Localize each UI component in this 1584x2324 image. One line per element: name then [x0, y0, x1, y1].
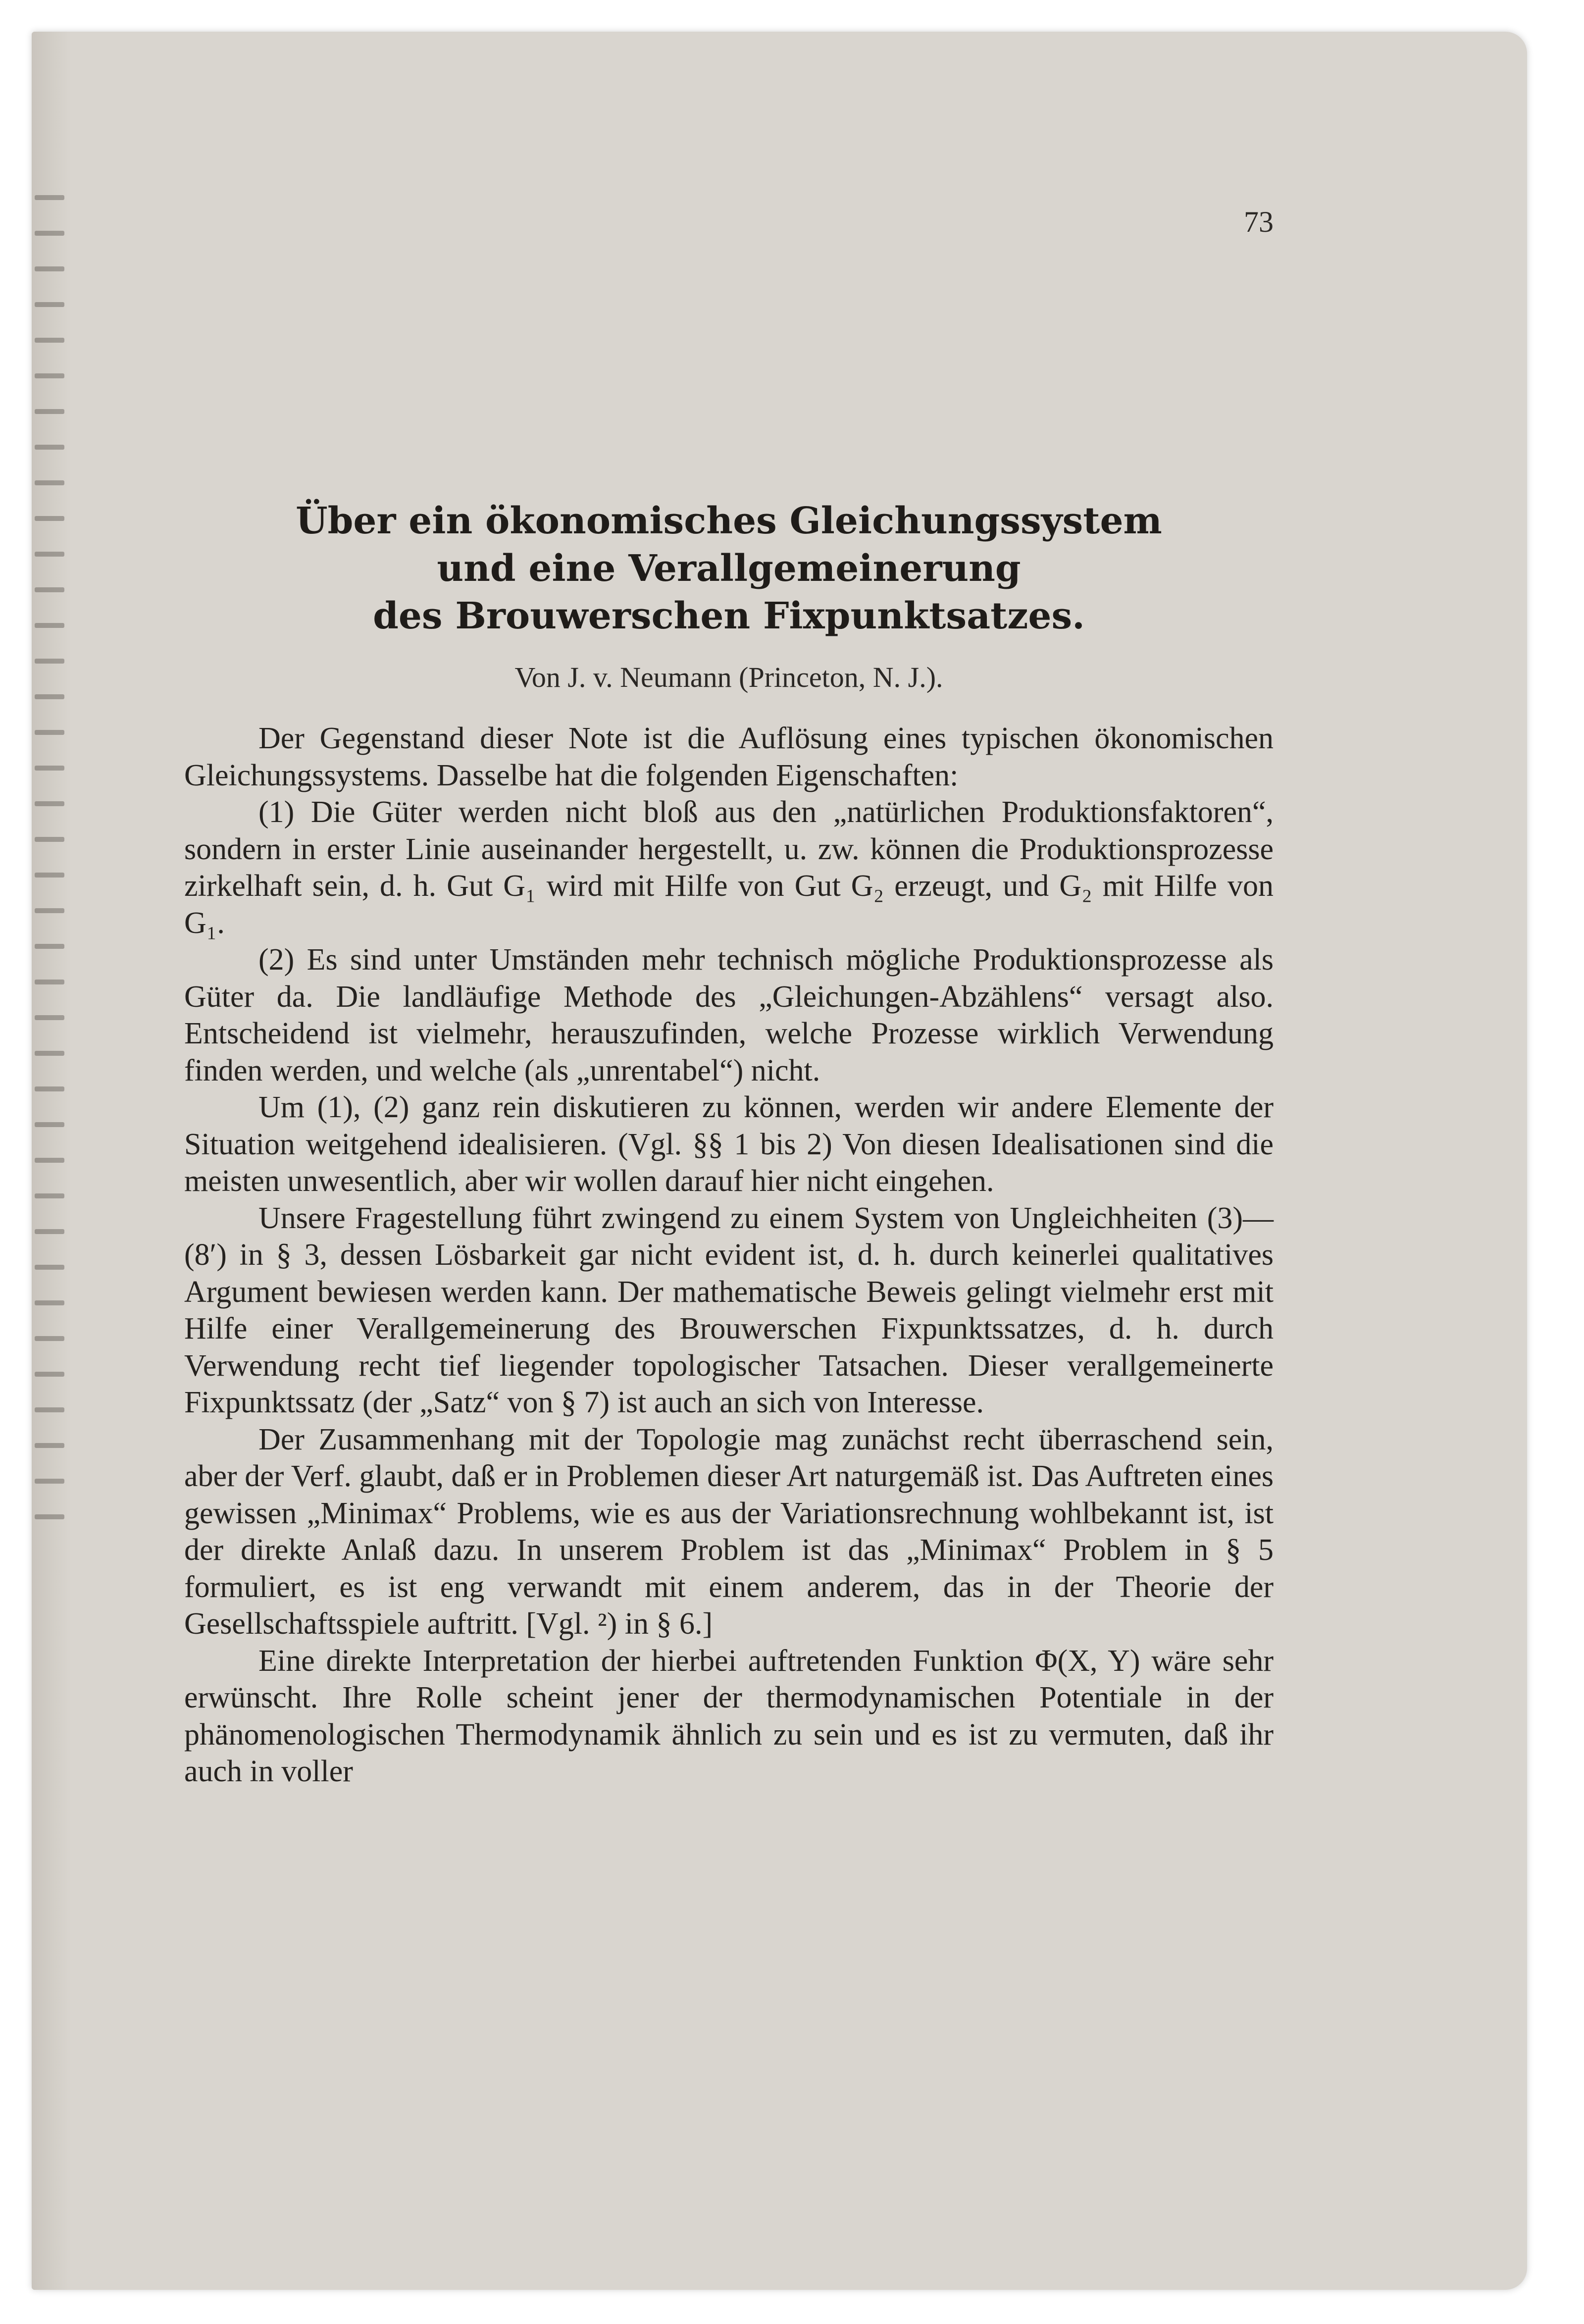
page-number: 73: [1244, 206, 1274, 238]
paragraph: (2) Es sind unter Umständen mehr technisch mögliche Produktionsprozesse als Güter da. Die landläufige Methode des „Gleichungen-Abzählens“ versagt also. Entscheidend ist vielmehr, herauszufinden, welche Prozesse wirklich Verwendung finden werden, und welche (als „unrentabel“) nicht.: [184, 943, 1274, 1087]
journal-page: [32, 32, 1527, 2290]
paragraph: Um (1), (2) ganz rein diskutieren zu können, werden wir andere Elemente der Situation weitgehend idealisieren. (Vgl. §§ 1 bis 2) Von diesen Idealisationen sind die meisten unwesentlich, aber wir wollen darauf hier nicht eingehen.: [184, 1090, 1274, 1198]
paragraph: Unsere Fragestellung führt zwingend zu einem System von Ungleichheiten (3)—(8′) in § 3, dessen Lösbarkeit gar nicht evident ist, d. h. durch keinerlei qualitatives Argument bewiesen werden kann. Der mathematische Beweis gelingt vielmehr erst mit Hilfe einer Verallgemeinerung des Brouwerschen Fixpunktssatzes, d. h. durch Verwendung recht tief liegender topologischer Tatsachen. Dieser verallgemeinerte Fixpunktssatz (der „Satz“ von § 7) ist auch an sich von Interesse.: [184, 1201, 1274, 1419]
article-content: [184, 497, 1274, 1790]
paragraph: Der Gegenstand dieser Note ist die Auflösung eines typischen ökonomischen Gleichungssystems. Dasselbe hat die folgenden Eigenschaften:: [184, 722, 1274, 792]
paragraph: Der Zusammenhang mit der Topologie mag zunächst recht überraschend sein, aber der Verf. glaubt, daß er in Problemen dieser Art naturgemäß ist. Das Auftreten eines gewissen „Minimax“ Problems, wie es aus der Variationsrechnung wohlbekannt ist, ist der direkte Anlaß dazu. In unserem Problem ist das „Minimax“ Problem in § 5 formuliert, es ist eng verwandt mit einem anderem, das in der Theorie der Gesellschaftsspiele auftritt. [Vgl. ²) in § 6.]: [184, 1422, 1274, 1641]
title-line: Über ein ökonomisches Gleichungssystem: [296, 500, 1162, 542]
previous-page-edge: [32, 32, 71, 2290]
article-body: [184, 720, 1274, 1790]
paragraph: (1) Die Güter werden nicht bloß aus den „natürlichen Produktionsfaktoren“, sondern in erster Linie auseinander hergestellt, u. zw. können die Produktionsprozesse zirkelhaft sein, d. h. Gut G₁ wird mit Hilfe von Gut G₂ erzeugt, und G₂ mit Hilfe von G₁.: [184, 795, 1274, 940]
title-line: und eine Verallgemeinerung: [437, 547, 1021, 590]
gutter-text-fragments: [35, 195, 64, 1582]
title-line: des Brouwerschen Fixpunktsatzes.: [373, 595, 1085, 637]
author-byline: Von J. v. Neumann (Princeton, N. J.).: [514, 661, 943, 693]
paragraph: Eine direkte Interpretation der hierbei auftretenden Funktion Φ(X, Y) wäre sehr erwünscht. Ihre Rolle scheint jener der thermodynamischen Potentiale in der phänomenologischen Thermodynamik ähnlich zu sein und es ist zu vermuten, daß ihr auch in voller: [184, 1644, 1274, 1788]
article-title: [184, 497, 1274, 640]
